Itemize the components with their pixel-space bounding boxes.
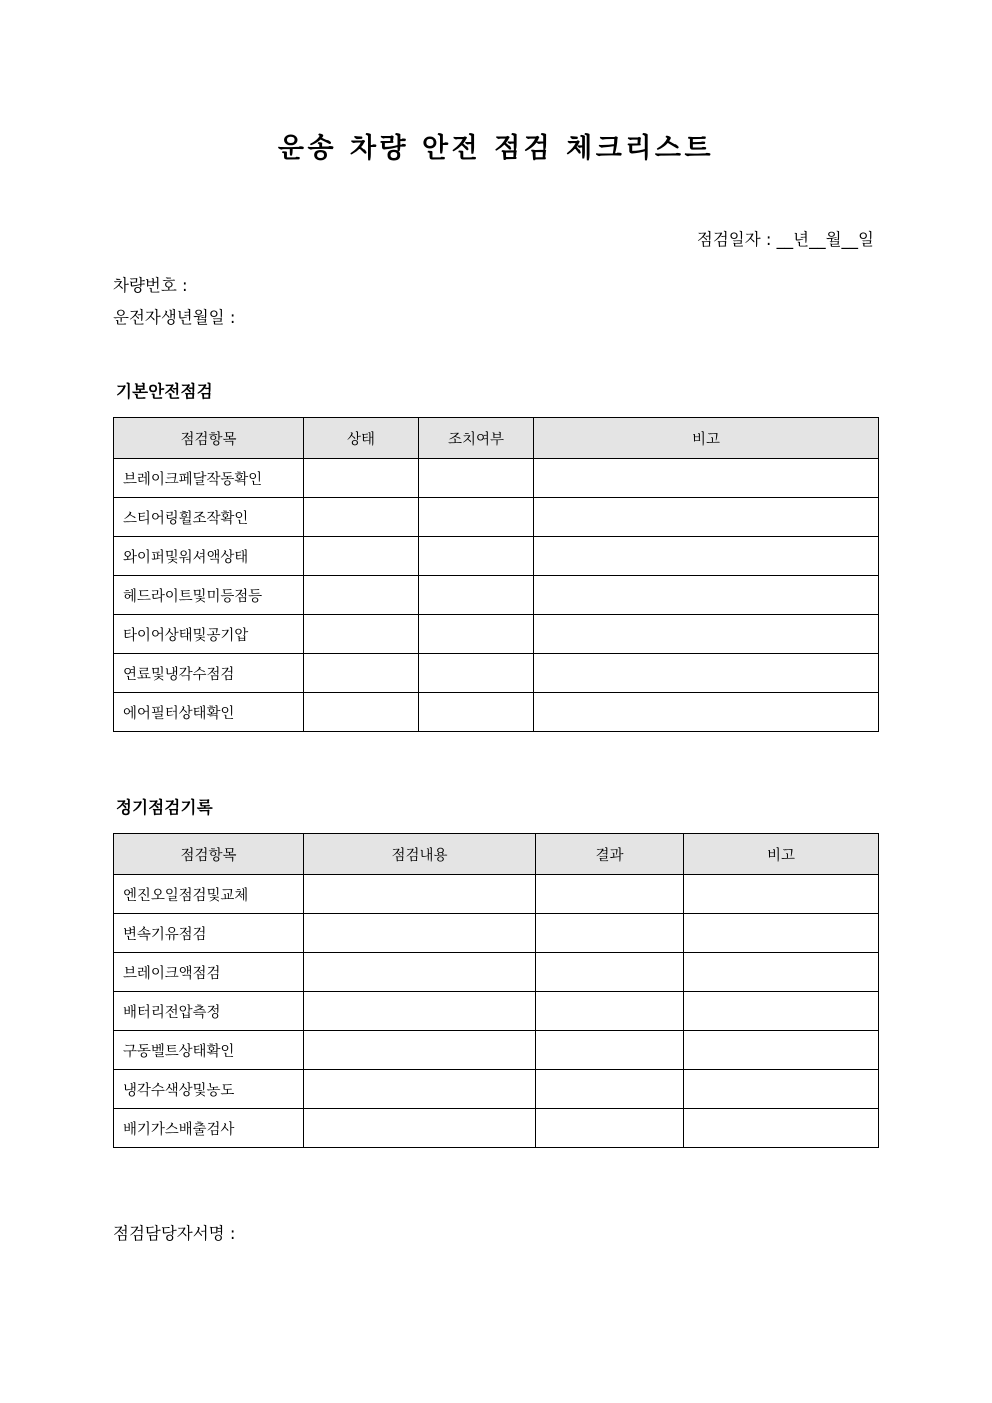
remark-input-cell[interactable] xyxy=(534,654,879,693)
action-input-cell[interactable] xyxy=(419,537,534,576)
section-regular-inspection-record xyxy=(113,794,879,1148)
inspection-item-label: 연료및냉각수점검 xyxy=(114,654,304,693)
table-row xyxy=(114,654,879,693)
inspection-item-label: 헤드라이트및미등점등 xyxy=(114,576,304,615)
regular-inspection-record-table xyxy=(113,833,879,1148)
action-input-cell[interactable] xyxy=(419,654,534,693)
remark-input-cell[interactable] xyxy=(684,992,879,1031)
remark-input-cell[interactable] xyxy=(534,576,879,615)
inspection-item-label: 변속기유점검 xyxy=(114,914,304,953)
content-input-cell[interactable] xyxy=(304,1031,536,1070)
status-input-cell[interactable] xyxy=(304,576,419,615)
result-input-cell[interactable] xyxy=(536,1070,684,1109)
table-row xyxy=(114,1031,879,1070)
inspection-item-label: 배기가스배출검사 xyxy=(114,1109,304,1148)
table-row xyxy=(114,498,879,537)
status-input-cell[interactable] xyxy=(304,498,419,537)
action-input-cell[interactable] xyxy=(419,459,534,498)
inspection-date-field[interactable]: 점검일자 : __년__월__일 xyxy=(696,230,874,250)
status-input-cell[interactable] xyxy=(304,459,419,498)
result-input-cell[interactable] xyxy=(536,914,684,953)
action-input-cell[interactable] xyxy=(419,498,534,537)
remark-input-cell[interactable] xyxy=(534,693,879,732)
driver-birthdate-field[interactable]: 운전자생년월일 : xyxy=(113,307,236,327)
status-input-cell[interactable] xyxy=(304,537,419,576)
inspection-item-label: 타이어상태및공기압 xyxy=(114,615,304,654)
column-header-result: 결과 xyxy=(536,834,684,875)
inspection-item-label: 브레이크액점검 xyxy=(114,953,304,992)
remark-input-cell[interactable] xyxy=(684,1109,879,1148)
result-input-cell[interactable] xyxy=(536,1031,684,1070)
section-heading-regular-inspection-record: 정기점검기록 xyxy=(116,798,213,817)
remark-input-cell[interactable] xyxy=(684,953,879,992)
status-input-cell[interactable] xyxy=(304,654,419,693)
basic-safety-check-table xyxy=(113,417,879,732)
action-input-cell[interactable] xyxy=(419,615,534,654)
table-row xyxy=(114,693,879,732)
content-input-cell[interactable] xyxy=(304,1070,536,1109)
column-header-status: 상태 xyxy=(304,418,419,459)
inspection-item-label: 스티어링휠조작확인 xyxy=(114,498,304,537)
remark-input-cell[interactable] xyxy=(684,914,879,953)
table-row xyxy=(114,953,879,992)
inspector-signature-field[interactable]: 점검담당자서명 : xyxy=(113,1224,236,1243)
content-input-cell[interactable] xyxy=(304,1109,536,1148)
result-input-cell[interactable] xyxy=(536,1109,684,1148)
inspection-item-label: 와이퍼및워셔액상태 xyxy=(114,537,304,576)
remark-input-cell[interactable] xyxy=(534,615,879,654)
remark-input-cell[interactable] xyxy=(534,498,879,537)
header-meta-block xyxy=(113,229,879,334)
action-input-cell[interactable] xyxy=(419,576,534,615)
remark-input-cell[interactable] xyxy=(534,537,879,576)
table-row xyxy=(114,459,879,498)
status-input-cell[interactable] xyxy=(304,693,419,732)
column-header-content: 점검내용 xyxy=(304,834,536,875)
inspection-item-label: 냉각수색상및농도 xyxy=(114,1070,304,1109)
result-input-cell[interactable] xyxy=(536,875,684,914)
page-title: 운송 차량 안전 점검 체크리스트 xyxy=(277,133,715,164)
remark-input-cell[interactable] xyxy=(534,459,879,498)
table-row xyxy=(114,992,879,1031)
header-left-fields xyxy=(113,270,879,334)
content-input-cell[interactable] xyxy=(304,875,536,914)
column-header-action: 조치여부 xyxy=(419,418,534,459)
column-header-item: 점검항목 xyxy=(114,834,304,875)
column-header-remark: 비고 xyxy=(534,418,879,459)
result-input-cell[interactable] xyxy=(536,953,684,992)
inspection-item-label: 배터리전압측정 xyxy=(114,992,304,1031)
section-basic-safety-check xyxy=(113,378,879,732)
inspection-item-label: 브레이크페달작동확인 xyxy=(114,459,304,498)
table-row xyxy=(114,1070,879,1109)
vehicle-number-field[interactable]: 차량번호 : xyxy=(113,275,188,295)
table-header-row xyxy=(114,418,879,459)
inspection-item-label: 엔진오일점검및교체 xyxy=(114,875,304,914)
table-row xyxy=(114,1109,879,1148)
remark-input-cell[interactable] xyxy=(684,875,879,914)
table-row xyxy=(114,615,879,654)
column-header-item: 점검항목 xyxy=(114,418,304,459)
result-input-cell[interactable] xyxy=(536,992,684,1031)
table-header-row xyxy=(114,834,879,875)
content-input-cell[interactable] xyxy=(304,914,536,953)
section-heading-basic-safety-check: 기본안전점검 xyxy=(116,382,213,401)
content-input-cell[interactable] xyxy=(304,992,536,1031)
action-input-cell[interactable] xyxy=(419,693,534,732)
table-row xyxy=(114,914,879,953)
content-input-cell[interactable] xyxy=(304,953,536,992)
column-header-remark: 비고 xyxy=(684,834,879,875)
inspection-item-label: 구동벨트상태확인 xyxy=(114,1031,304,1070)
remark-input-cell[interactable] xyxy=(684,1070,879,1109)
status-input-cell[interactable] xyxy=(304,615,419,654)
remark-input-cell[interactable] xyxy=(684,1031,879,1070)
table-row xyxy=(114,537,879,576)
inspection-item-label: 에어필터상태확인 xyxy=(114,693,304,732)
table-row xyxy=(114,875,879,914)
table-row xyxy=(114,576,879,615)
